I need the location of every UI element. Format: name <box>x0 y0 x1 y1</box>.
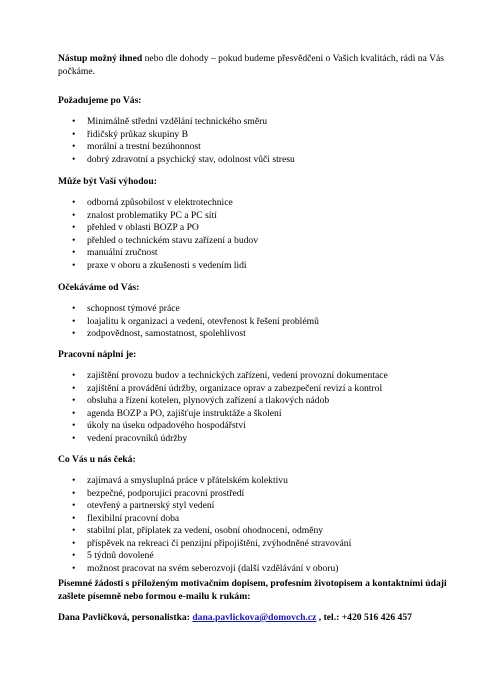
bullet-icon: • <box>72 259 76 271</box>
bullet-icon: • <box>72 500 76 511</box>
requirements-list <box>58 116 458 166</box>
contact-separator: , <box>316 612 324 623</box>
list-item-text: schopnost týmové práce <box>87 303 180 314</box>
bullet-icon: • <box>72 153 76 165</box>
list-item <box>58 235 458 248</box>
list-item <box>58 433 458 446</box>
bullet-icon: • <box>72 525 76 536</box>
list-item <box>58 383 458 396</box>
application-instructions: Písemné žádosti s přiloženým motivačním dopisem, profesním životopisem a kontaktními údaji zašlete písemně nebo formou e-mailu k rukám: <box>58 578 447 602</box>
list-item <box>58 370 458 383</box>
bullet-icon: • <box>72 315 76 327</box>
list-item <box>58 222 458 235</box>
bullet-icon: • <box>72 562 76 574</box>
intro-text: nebo dle dohody – pokud budeme přesvědčeni o Vašich kvalitách, rádi na Vás počkáme. <box>58 53 445 77</box>
bullet-icon: • <box>72 395 76 406</box>
list-item <box>58 538 458 551</box>
list-item-text: odborná způsobilost v elektrotechnice <box>87 197 233 208</box>
section-advantages <box>58 175 458 272</box>
list-item-text: otevřený a partnerský styl vedení <box>87 500 215 511</box>
list-item <box>58 563 458 576</box>
bullet-icon: • <box>72 512 76 524</box>
list-item-text: příspěvek na rekreaci či penzijní připojištění, zvýhodněné stravování <box>87 537 352 549</box>
intro-bold: Nástup možný ihned <box>58 53 143 64</box>
list-item <box>58 316 458 329</box>
list-item-text: praxe v oboru a zkušenosti s vedením lidí <box>87 259 247 271</box>
bullet-icon: • <box>72 234 76 246</box>
list-item <box>58 260 458 273</box>
list-item-text: manuální zručnost <box>87 247 158 258</box>
section-heading: Požadujeme po Vás: <box>58 95 142 106</box>
section-heading: Očekáváme od Vás: <box>58 282 140 293</box>
list-item-text: zajištění provozu budov a technických zařízení, vedení provozní dokumentace <box>87 370 388 381</box>
contact-phone: tel.: +420 516 426 457 <box>323 612 412 623</box>
list-item <box>58 154 458 167</box>
section-expectations <box>58 281 458 341</box>
list-item-text: možnost pracovat na svém seberozvoji (další vzdělávání v oboru) <box>87 562 339 574</box>
bullet-icon: • <box>72 197 76 208</box>
list-item-text: zajištění a provádění údržby, organizace oprav a zabezpečení revizí a kontrol <box>87 382 383 394</box>
bullet-icon: • <box>72 432 76 444</box>
benefits-list <box>58 475 458 575</box>
expectations-list <box>58 303 458 341</box>
list-item <box>58 500 458 513</box>
contact-name: Dana Pavlíčková, personalistka: <box>58 612 193 623</box>
list-item-text: obsluha a řízení kotelen, plynových zařízení a tlakových nádob <box>87 395 330 406</box>
list-item <box>58 116 458 129</box>
list-item-text: dobrý zdravotní a psychický stav, odolnost vůči stresu <box>87 153 295 165</box>
list-item-text: přehled o technickém stavu zařízení a budov <box>87 234 259 246</box>
list-item <box>58 475 458 488</box>
list-item-text: řidičský průkaz skupiny B <box>87 128 188 140</box>
list-item <box>58 488 458 501</box>
bullet-icon: • <box>72 537 76 549</box>
list-item <box>58 395 458 408</box>
section-heading: Může být Vaší výhodou: <box>58 176 157 187</box>
bullet-icon: • <box>72 550 76 561</box>
list-item <box>58 129 458 142</box>
list-item <box>58 525 458 538</box>
bullet-icon: • <box>72 247 76 258</box>
bullet-icon: • <box>72 487 76 499</box>
list-item <box>58 513 458 526</box>
duties-list <box>58 370 458 445</box>
bullet-icon: • <box>72 328 76 339</box>
section-duties <box>58 348 458 445</box>
list-item <box>58 247 458 260</box>
bullet-icon: • <box>72 116 76 127</box>
email-link[interactable]: dana.pavlickova@domovch.cz <box>192 612 317 623</box>
bullet-icon: • <box>72 209 76 221</box>
list-item <box>58 303 458 316</box>
list-item-text: zodpovědnost, samostatnost, spolehlivost <box>87 328 246 339</box>
bullet-icon: • <box>72 222 76 233</box>
list-item-text: stabilní plat, příplatek za vedení, osobní ohodnocení, odměny <box>87 525 324 536</box>
section-heading: Co Vás u nás čeká: <box>58 454 136 465</box>
list-item-text: morální a trestní bezúhonnost <box>87 141 201 152</box>
section-requirements <box>58 94 458 166</box>
list-item <box>58 420 458 433</box>
list-item-text: vedení pracovníků údržby <box>87 432 188 444</box>
section-benefits <box>58 453 458 575</box>
bullet-icon: • <box>72 141 76 152</box>
list-item-text: loajalitu k organizaci a vedení, otevřenost k řešení problémů <box>87 315 319 327</box>
intro-paragraph <box>58 52 458 78</box>
list-item-text: 5 týdnů dovolené <box>87 550 154 561</box>
list-item-text: přehled v oblasti BOZP a PO <box>87 222 199 233</box>
list-item-text: flexibilní pracovní doba <box>87 512 180 524</box>
bullet-icon: • <box>72 407 76 419</box>
section-heading: Pracovní náplní je: <box>58 349 137 360</box>
bullet-icon: • <box>72 370 76 381</box>
bullet-icon: • <box>72 475 76 486</box>
advantages-list <box>58 197 458 272</box>
list-item <box>58 141 458 154</box>
list-item-text: zajímavá a smysluplná práce v přátelském kolektivu <box>87 475 288 486</box>
list-item-text: Minimálně střední vzdělání technického směru <box>87 116 268 127</box>
list-item-text: úkoly na úseku odpadového hospodářství <box>87 420 246 431</box>
list-item <box>58 328 458 341</box>
list-item-text: znalost problematiky PC a PC sítí <box>87 209 217 221</box>
list-item <box>58 210 458 223</box>
bullet-icon: • <box>72 382 76 394</box>
list-item <box>58 550 458 563</box>
list-item-text: bezpečné, podporující pracovní prostředí <box>87 487 245 499</box>
bullet-icon: • <box>72 303 76 314</box>
bullet-icon: • <box>72 128 76 140</box>
list-item <box>58 408 458 421</box>
contact-line <box>58 612 478 623</box>
list-item <box>58 197 458 210</box>
list-item-text: agenda BOZP a PO, zajišťuje instruktáže a školení <box>87 407 282 419</box>
bullet-icon: • <box>72 420 76 431</box>
